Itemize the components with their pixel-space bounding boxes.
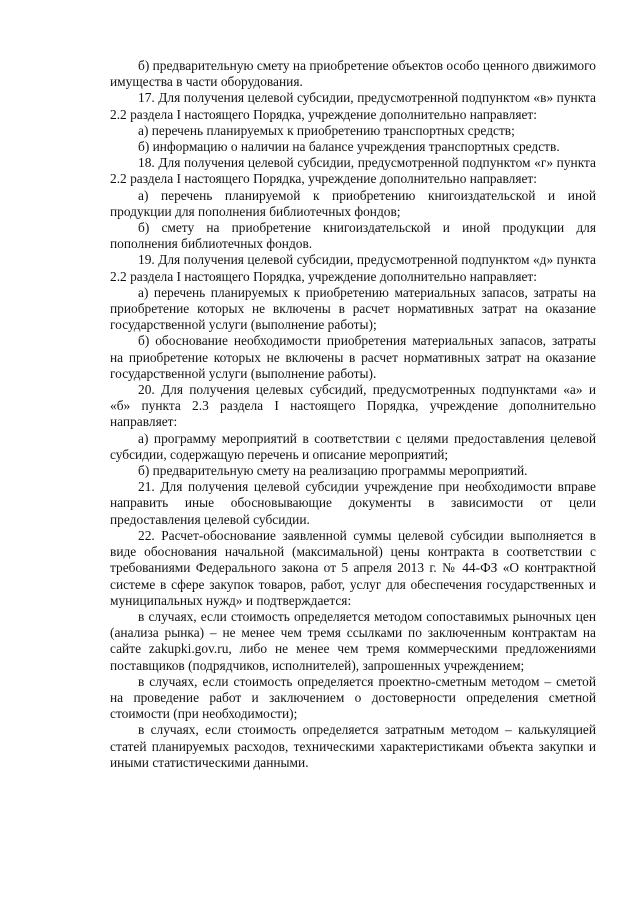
paragraph-19a: а) перечень планируемых к приобретению материальных запасов, затраты на приобретение которых не включены в расчет нормативных затрат на оказание государственной услуги (выполнение работы); (110, 284, 596, 333)
paragraph-18b: б) смету на приобретение книгоиздательской и иной продукции для пополнения библиотечных фондов. (110, 220, 596, 252)
paragraph-20: 20. Для получения целевых субсидий, предусмотренных подпунктами «а» и «б» пункта 2.3 раздела I настоящего Порядка, учреждение дополнительно направляет: (110, 382, 596, 430)
paragraph-17a: а) перечень планируемых к приобретению транспортных средств; (138, 122, 515, 138)
paragraph-17: 17. Для получения целевой субсидии, предусмотренной подпунктом «в» пункта 2.2 раздела I настоящего Порядка, учреждение дополнительно направляет: (110, 90, 596, 122)
paragraph-22-cost-method: в случаях, если стоимость определяется затратным методом – калькуляцией статей планируемых расходов, техническими характеристиками объекта закупки и иными статистическими данными. (110, 722, 596, 770)
paragraph-22-market-method: в случаях, если стоимость определяется методом сопоставимых рыночных цен (анализа рынка) – не менее чем тремя ссылками по заключенным контрактам на сайте zakupki.gov.ru, либо не менее чем тремя коммерческими предложениями поставщиков (подрядчиков, исполнителей), запрошенных учреждением; (110, 608, 596, 673)
paragraph-19b: б) обоснование необходимости приобретения материальных запасов, затраты на приобретение которых не включены в расчет нормативных затрат на оказание государственной услуги (выполнение работы). (110, 333, 596, 381)
paragraph-20b: б) предварительную смету на реализацию программы мероприятий. (138, 463, 528, 479)
paragraph-18a: а) перечень планируемой к приобретению книгоиздательской и иной продукции для пополнения библиотечных фондов; (110, 187, 596, 219)
paragraph-22: 22. Расчет-обоснование заявленной суммы целевой субсидии выполняется в виде обоснования начальной (максимальной) цены контракта в соответствии с требованиями Федерального закона от 5 апреля 2013 г. № 44-ФЗ «О контрактной системе в сфере закупок товаров, работ, услуг для обеспечения государственных и муниципальных нужд» и подтверждается: (110, 527, 596, 608)
paragraph-18: 18. Для получения целевой субсидии, предусмотренной подпунктом «г» пункта 2.2 раздела I настоящего Порядка, учреждение дополнительно направляет: (110, 155, 596, 187)
paragraph-17b: б) информацию о наличии на балансе учреждения транспортных средств. (138, 139, 560, 155)
paragraph-6b-equipment-estimate: б) предварительную смету на приобретение объектов особо ценного движимого имущества в части оборудования. (110, 58, 596, 90)
paragraph-21: 21. Для получения целевой субсидии учреждение при необходимости вправе направить иные обосновывающие документы в зависимости от цели предоставления целевой субсидии. (110, 479, 596, 527)
paragraph-19: 19. Для получения целевой субсидии, предусмотренной подпунктом «д» пункта 2.2 раздела I настоящего Порядка, учреждение дополнительно направляет: (110, 252, 596, 284)
document-body (110, 58, 596, 771)
paragraph-20a: а) программу мероприятий в соответствии с целями предоставления целевой субсидии, содержащую перечень и описание мероприятий; (110, 430, 596, 462)
paragraph-22-design-estimate-method: в случаях, если стоимость определяется проектно-сметным методом – сметой на проведение работ и заключением о достоверности определения сметной стоимости (при необходимости); (110, 673, 596, 722)
